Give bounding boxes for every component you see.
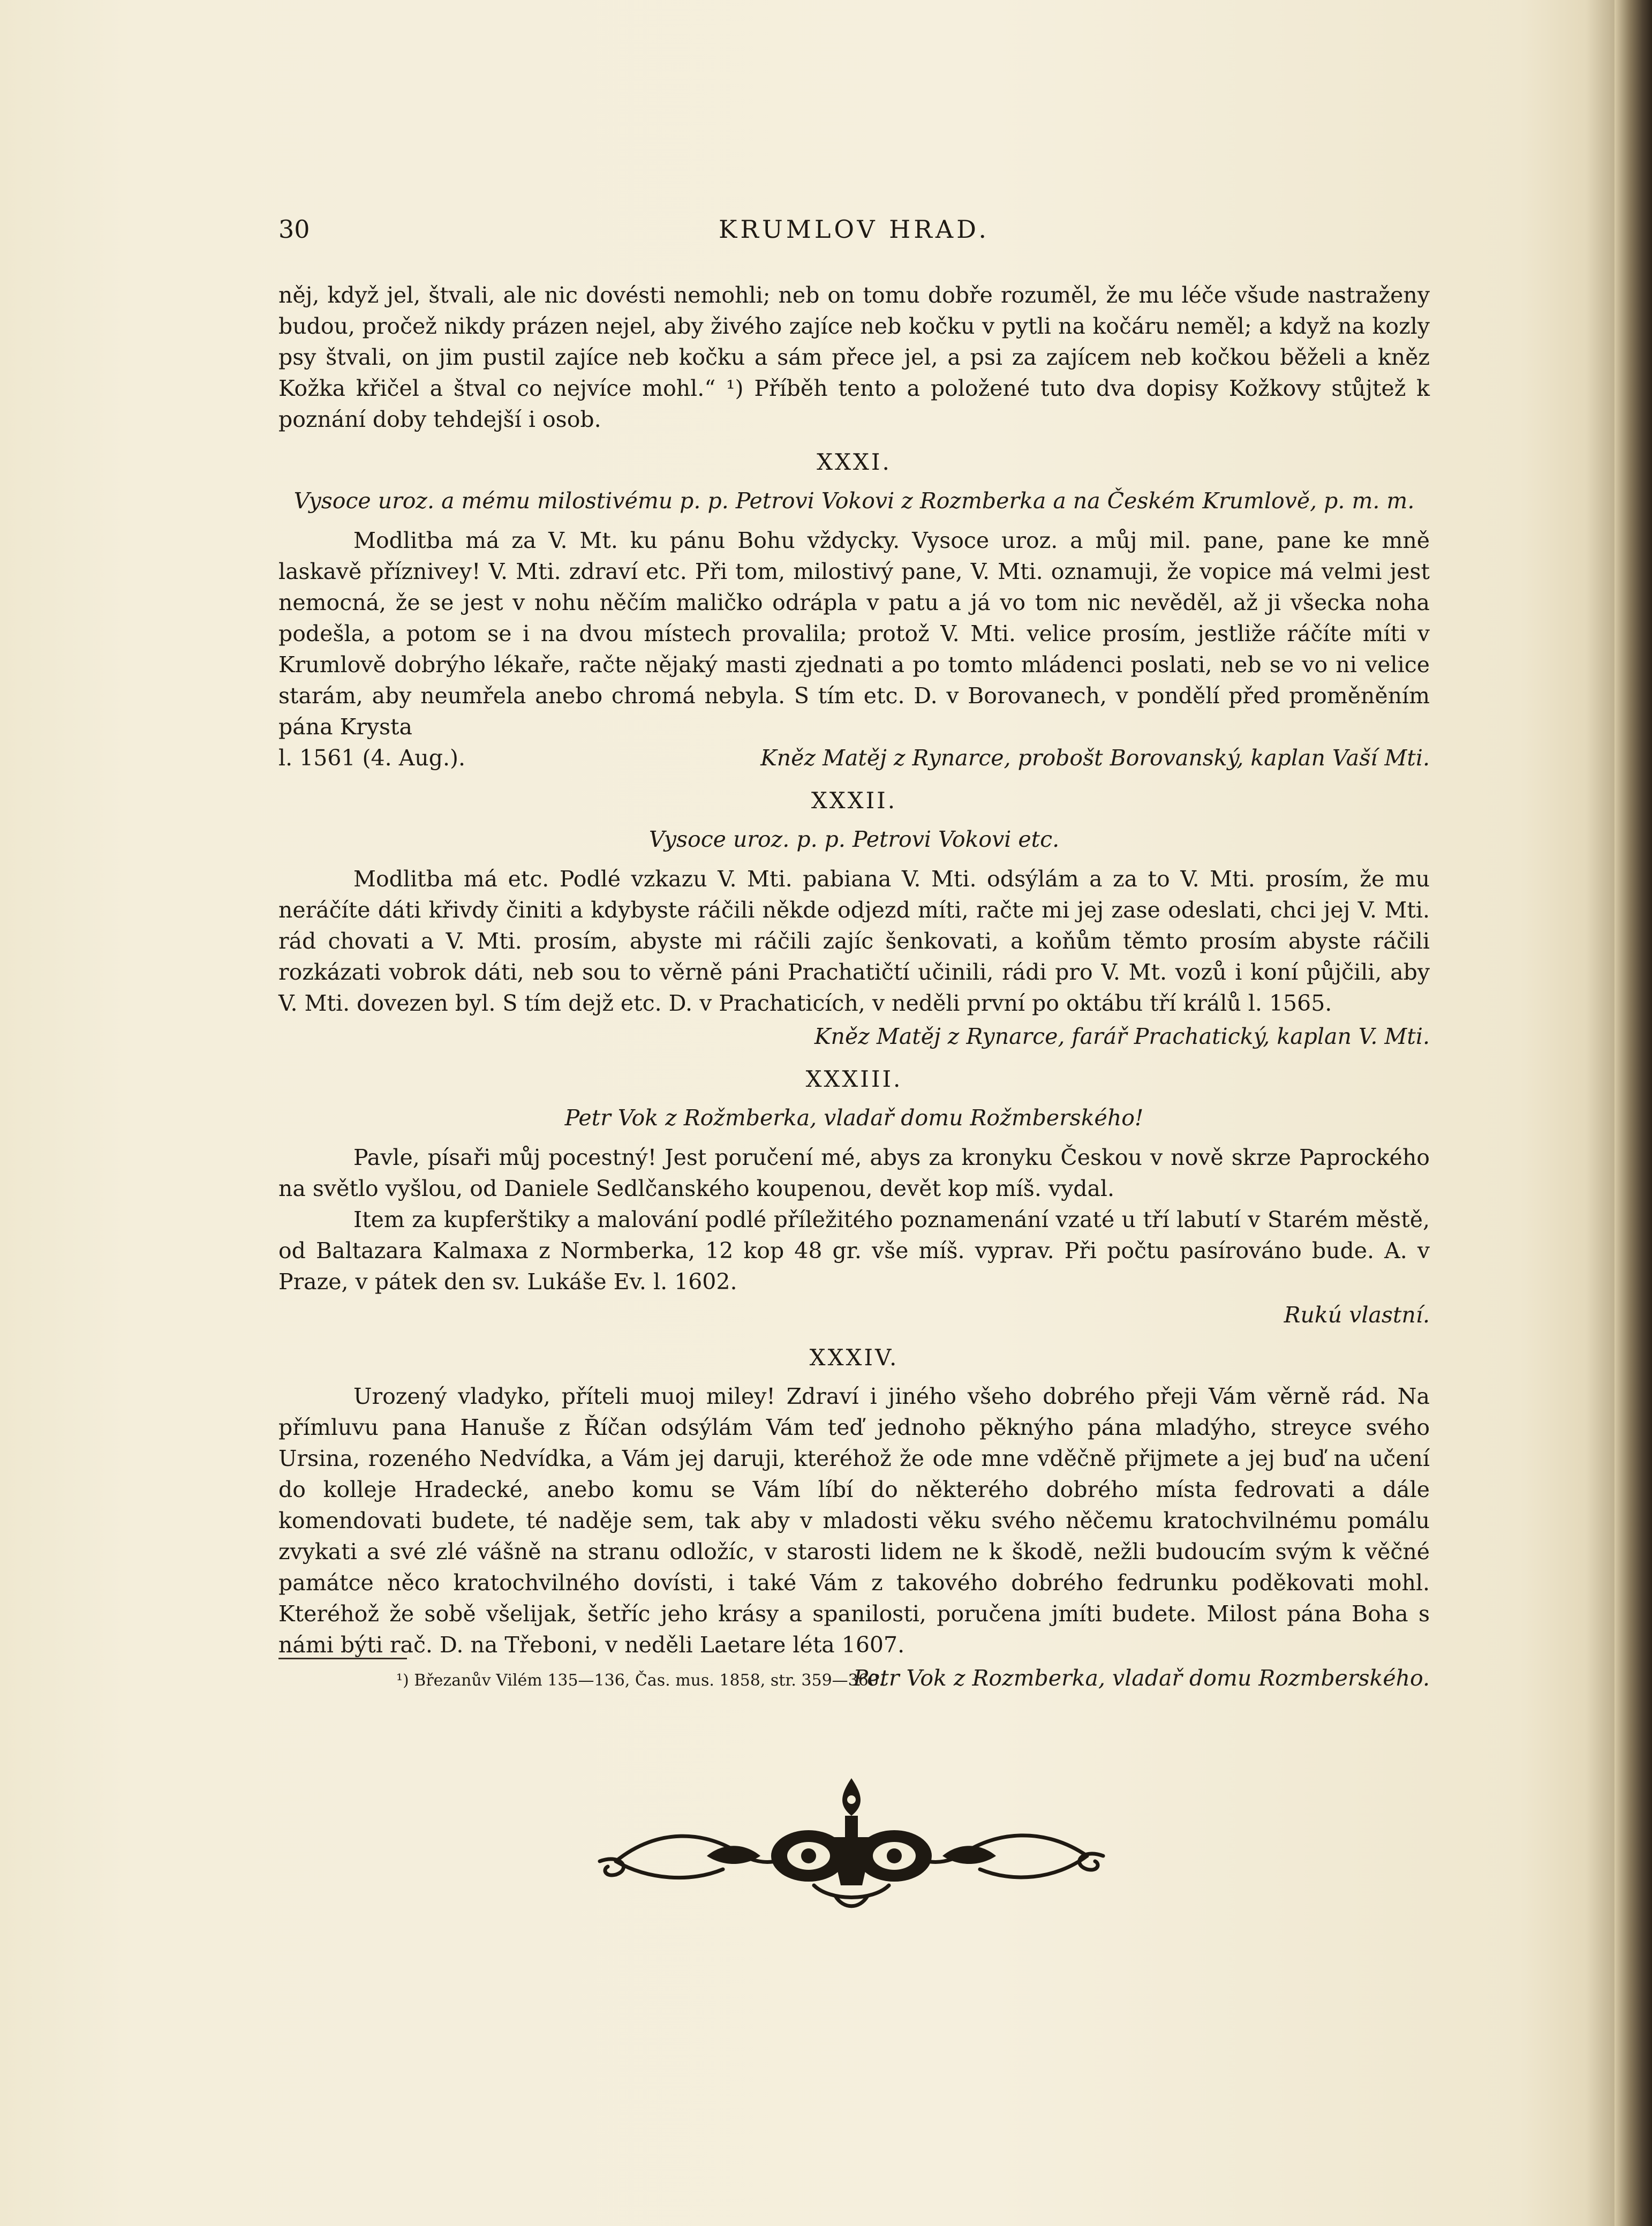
footnote: ¹) Březanův Vilém 135—136, Čas. mus. 1858, str. 359—360.	[396, 1671, 884, 1690]
page-header	[278, 213, 1430, 251]
letter-text: Urozený vladyko, příteli muoj miley! Zdraví i jiného všeho dobrého přeji Vám věrně rád. Na přímluvu pana Hanuše z Říčan odsýlám Vám teď jednoho pěknýho pána mladýho, streyce svého Ursina, rozeného Nedvídka, a Vám jej daruji, kteréhož že ode mne vděčně přijmete a jej buď na učení do kolleje Hradecké, anebo komu se Vám líbí do některého dobrého místa fedrovati a dále komendovati budete, té naděje sem, tak aby v mladosti věku svého něčemu kratochvilnému pomálu zvykati a své zlé vášně na stranu odložíc, v starosti lidem ne k škodě, nežli budoucím svým k věčné památce něco kratochvilného dovísti, i také Vám z takového dobrého fedrunku poděkovati mohl. Kteréhož že sobě všelijak, šetříc jeho krásy a spanilosti, poručena jmíti budete. Milost pána Boha s námi býti rač. D. na Třeboni, v neděli Laetare léta 1607.	[278, 1383, 1430, 1658]
letter-closing	[278, 742, 1430, 773]
letter-address: Petr Vok z Rožmberka, vladař domu Rožmberského!	[564, 1105, 1144, 1131]
letter-date: l. 1561 (4. Aug.).	[278, 745, 466, 771]
letter-signature: Kněz Matěj z Rynarce, probošt Borovanský, kaplan Vaší Mti.	[760, 745, 1430, 771]
letter-address: Vysoce uroz. p. p. Petrovi Vokovi etc.	[648, 826, 1060, 852]
running-title: KRUMLOV HRAD.	[719, 215, 990, 244]
letter-signature: Kněz Matěj z Rynarce, farář Prachatický, kaplan V. Mti.	[814, 1024, 1430, 1049]
page-body	[278, 280, 1430, 1705]
letter-heading: XXXI.	[817, 449, 892, 475]
letter-heading: XXXII.	[811, 787, 897, 814]
letter-text: Pavle, písaři můj pocestný! Jest poručení mé, abys za kronyku Českou v nově skrze Paprockého na světlo vyšlou, od Daniele Sedlčanského koupenou, devět kop míš. vydal.	[278, 1145, 1430, 1201]
page-number: 30	[278, 215, 310, 244]
letter-text: Modlitba má etc. Podlé vzkazu V. Mti. pabiana V. Mti. odsýlám a za to V. Mti. prosím, že mu neráčíte dáti křivdy činiti a kdybyste ráčili někde odjezd míti, račte mi jej zase odeslati, chci jej V. Mti. rád chovati a V. Mti. prosím, abyste mi ráčili zajíc šenkovati, a koňům těmto prosím abyste ráčili rozkázati vobrok dáti, neb sou to věrně páni Prachatičtí učinili, rádi pro V. Mt. vozů i koní půjčili, aby V. Mti. dovezen byl. S tím dejž etc. D. v Prachaticích, v neděli první po oktábu tří králů l. 1565.	[278, 866, 1430, 1016]
intro-paragraph: něj, když jel, štvali, ale nic dovésti nemohli; neb on tomu dobře rozuměl, že mu léče všude nastraženy budou, pročež nikdy prázen nejel, aby živého zajíce neb kočku v pytli na kočáru neměl; a když na kozly psy štvali, on jim pustil zajíce neb kočku a sám přece jel, a psi za zajícem neb kočkou běželi a kněz Kožka křičel a štval co nejvíce mohl.“ ¹) Příběh tento a položené tuto dva dopisy Kožkovy stůjtež k poznání doby tehdejší i osob.	[278, 282, 1430, 432]
letter-text-continued: Item za kupferštiky a malování podlé příležitého poznamenání vzaté u tří labutí v Starém městě, od Baltazara Kalmaxa z Normberka, 12 kop 48 gr. vše míš. vyprav. Při počtu pasírováno bude. A. v Praze, v pátek den sv. Lukáše Ev. l. 1602.	[278, 1207, 1430, 1295]
letter-heading: XXXIV.	[809, 1344, 899, 1371]
letter-signature: Petr Vok z Rozmberka, vladař domu Rozmberského.	[853, 1665, 1430, 1691]
tailpiece-svg	[584, 1762, 1119, 1923]
letter-signature: Rukú vlastní.	[1284, 1302, 1430, 1328]
decorative-tailpiece-icon	[584, 1762, 1119, 1923]
letter-heading: XXXIII.	[805, 1066, 903, 1092]
letter-address: Vysoce uroz. a mému milostivému p. p. Petrovi Vokovi z Rozmberka a na Českém Krumlově, p. m. m.	[293, 488, 1415, 514]
letter-text: Modlitba má za V. Mt. ku pánu Bohu vždycky. Vysoce uroz. a můj mil. pane, pane ke mně laskavě příznivey! V. Mti. zdraví etc. Při tom, milostivý pane, V. Mti. oznamuji, že vopice má velmi jest nemocná, že se jest v nohu něčím maličko odrápla v patu a já vo tom nic nevěděl, až ji všecka noha podešla, a potom se i na dvou místech provalila; protož V. Mti. velice prosím, jestliže ráčíte míti v Krumlově dobrýho lékaře, račte nějaký masti zjednati a po tomto mládenci poslati, neb se vo ni velice starám, aby neumřela anebo chromá nebyla. S tím etc. D. v Borovanech, v pondělí před proměněním pána Krysta	[278, 528, 1430, 740]
footnote-rule	[278, 1658, 407, 1659]
page-edge	[1615, 0, 1652, 2226]
